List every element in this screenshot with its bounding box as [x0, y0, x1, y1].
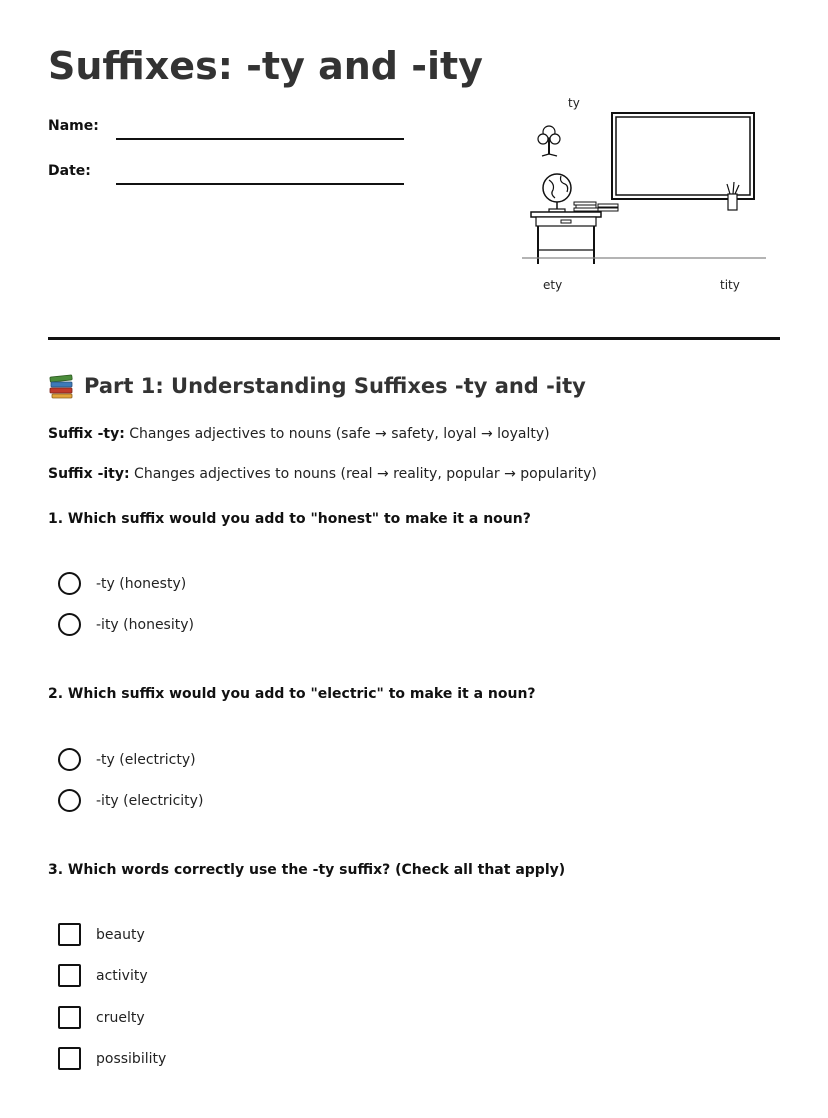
- illustration-label-top: ty: [568, 96, 580, 110]
- radio-button[interactable]: [58, 748, 81, 771]
- name-label: Name:: [48, 118, 99, 134]
- name-field[interactable]: [116, 138, 404, 140]
- option-label: -ty (electricty): [96, 751, 196, 768]
- desk-icon: [531, 212, 601, 264]
- option-label: cruelty: [96, 1009, 145, 1026]
- page-title: Suffixes: -ty and -ity: [48, 44, 483, 88]
- globe-icon: [543, 174, 571, 212]
- option-label: activity: [96, 967, 148, 984]
- q2-option-1[interactable]: [58, 748, 196, 771]
- option-label: -ty (honesty): [96, 575, 187, 592]
- illustration-label-bottom-right: tity: [720, 278, 740, 292]
- q3-option-1[interactable]: [58, 923, 145, 946]
- q1-option-1[interactable]: [58, 572, 186, 595]
- radio-button[interactable]: [58, 572, 81, 595]
- question-1: 1. Which suffix would you add to "honest" to make it a noun?: [48, 511, 531, 527]
- q1-option-2[interactable]: [58, 613, 194, 636]
- books-stack-icon: [574, 202, 618, 211]
- q3-option-2[interactable]: [58, 964, 148, 987]
- option-label: beauty: [96, 926, 145, 943]
- q3-option-4[interactable]: [58, 1047, 166, 1070]
- checkbox[interactable]: [58, 923, 81, 946]
- checkbox[interactable]: [58, 1006, 81, 1029]
- question-2: 2. Which suffix would you add to "electric" to make it a noun?: [48, 686, 536, 702]
- date-label: Date:: [48, 163, 91, 179]
- date-field[interactable]: [116, 183, 404, 185]
- option-label: -ity (honesity): [96, 616, 194, 633]
- checkbox[interactable]: [58, 1047, 81, 1070]
- illustration-label-bottom-left: ety: [543, 278, 563, 292]
- question-3: 3. Which words correctly use the -ty suffix? (Check all that apply): [48, 862, 566, 878]
- section-divider: [48, 337, 780, 340]
- part1-heading: [48, 373, 586, 399]
- option-label: -ity (electricity): [96, 792, 204, 809]
- part1-heading-text: Part 1: Understanding Suffixes -ty and -ity: [84, 374, 586, 398]
- radio-button[interactable]: [58, 789, 81, 812]
- definition-ity: Suffix -ity: Changes adjectives to nouns (real → reality, popular → popularity): [48, 466, 597, 482]
- chalkboard-icon: [612, 113, 754, 199]
- checkbox[interactable]: [58, 964, 81, 987]
- books-icon: [48, 373, 74, 399]
- tree-icon: [538, 126, 560, 156]
- classroom-illustration: [516, 92, 772, 302]
- q3-option-3[interactable]: [58, 1006, 145, 1029]
- definition-ty: Suffix -ty: Changes adjectives to nouns (safe → safety, loyal → loyalty): [48, 426, 550, 442]
- q2-option-2[interactable]: [58, 789, 203, 812]
- option-label: possibility: [96, 1050, 167, 1067]
- radio-button[interactable]: [58, 613, 81, 636]
- classroom-drawing: [516, 92, 772, 302]
